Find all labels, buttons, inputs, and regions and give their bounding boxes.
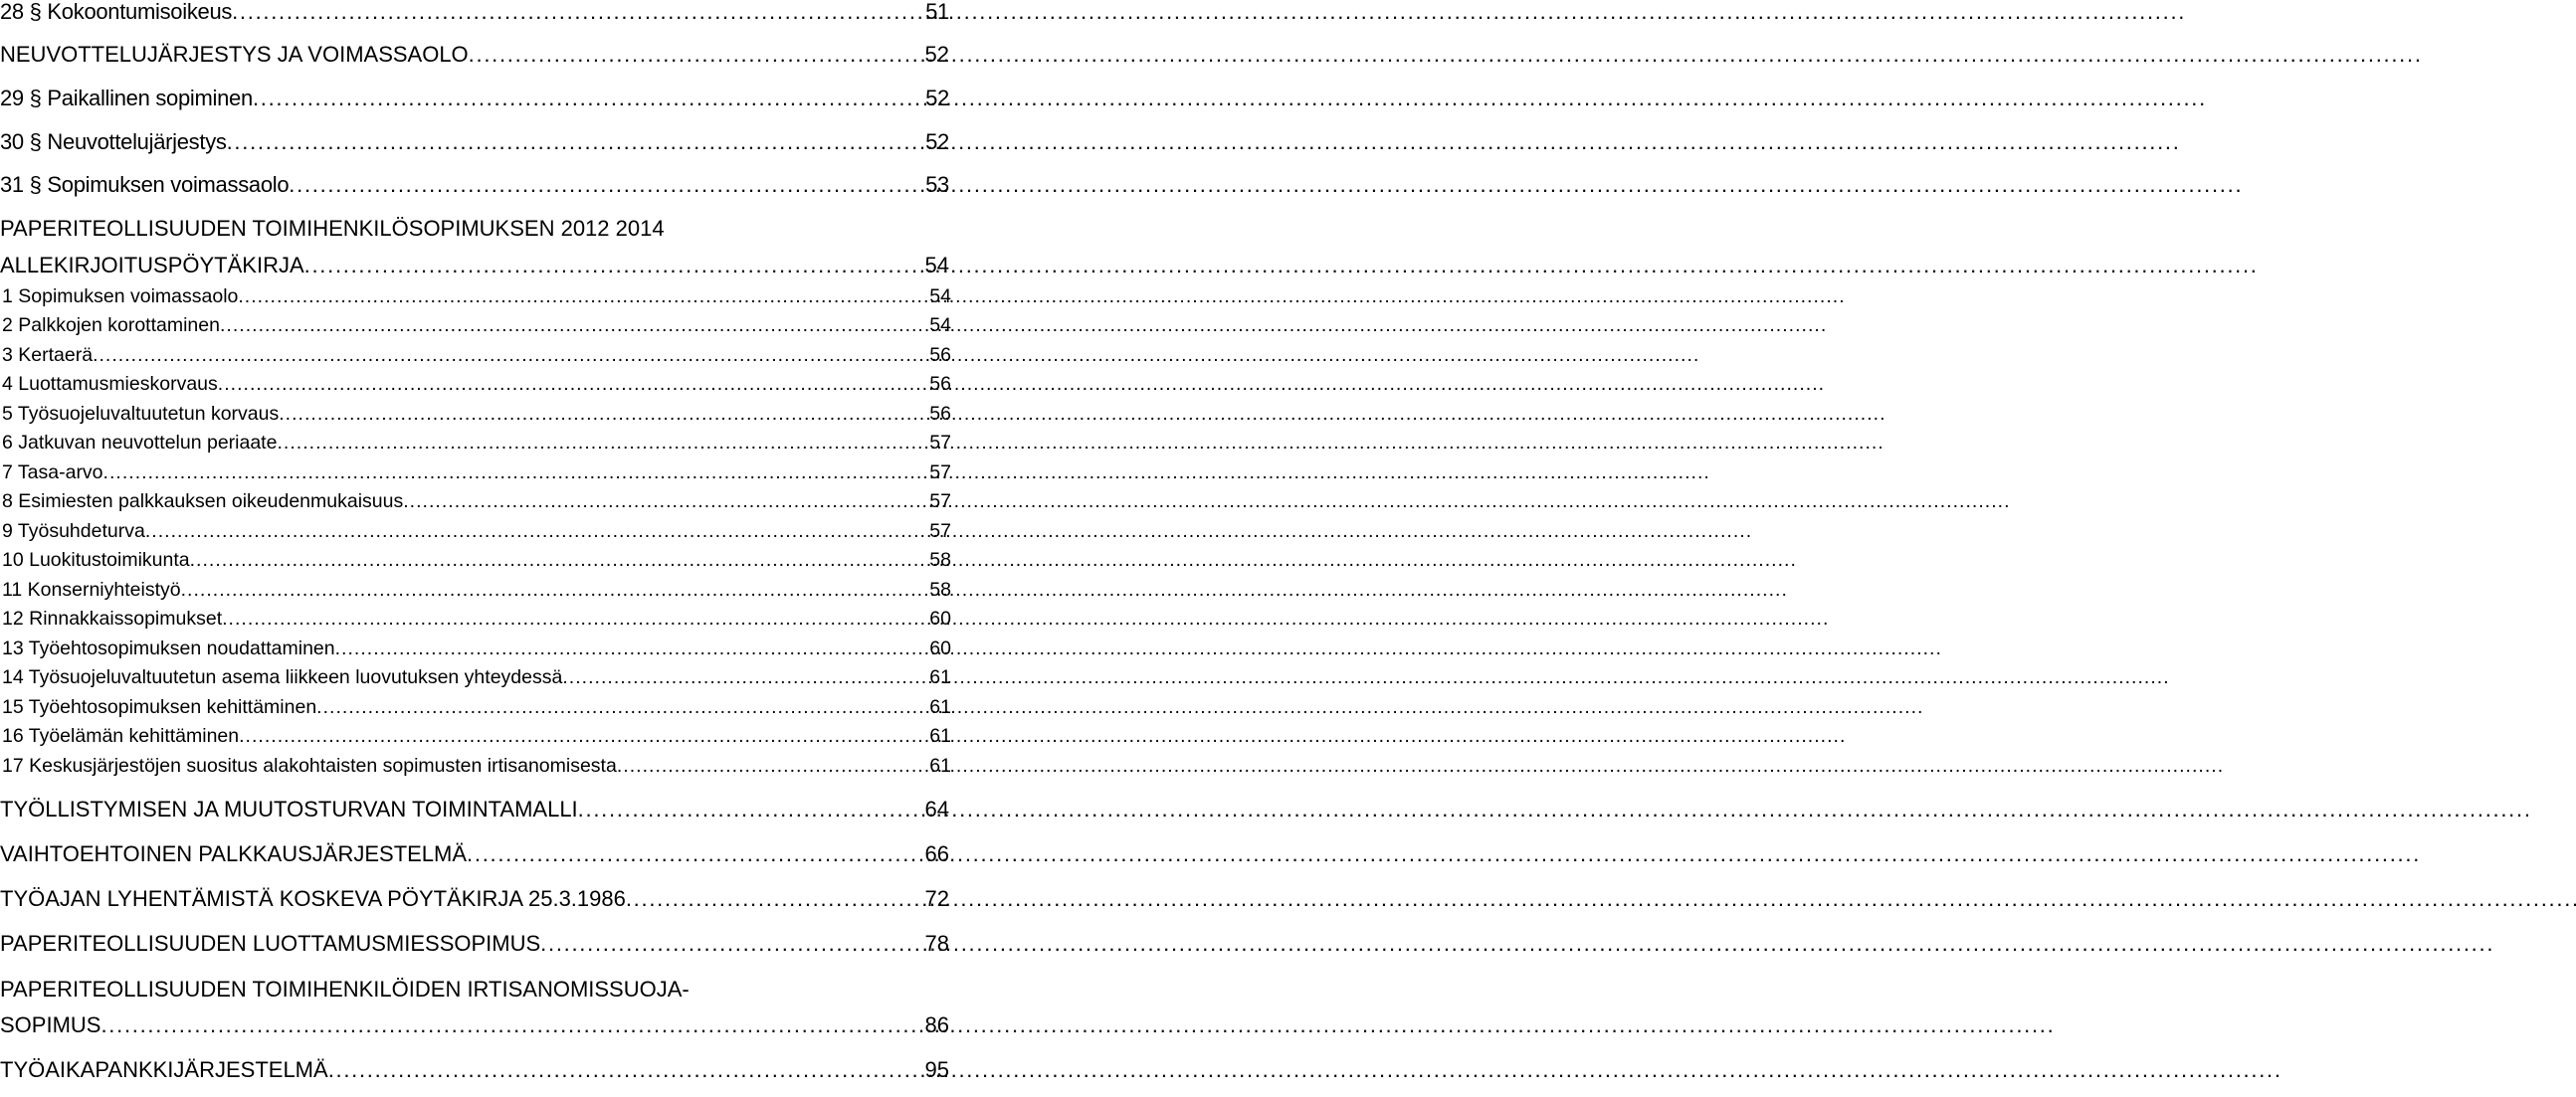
toc-entry-label: ALLEKIRJOITUSPÖYTÄKIRJA: [0, 253, 304, 277]
toc-entry-allekirjoituspoytakirja[interactable]: [0, 255, 949, 276]
toc-entry-page: 66: [924, 841, 949, 866]
toc-entry-label: VAIHTOEHTOINEN PALKKAUSJÄRJESTELMÄ: [0, 841, 468, 866]
toc-entry-label: NEUVOTTELUJÄRJESTYS JA VOIMASSAOLO: [0, 42, 469, 67]
toc-entry-sub-12[interactable]: [0, 610, 951, 630]
toc-entry-sub-5[interactable]: [0, 405, 951, 425]
dot-leader: [562, 668, 925, 688]
dot-leader: [100, 1014, 920, 1036]
toc-entry-sub-16[interactable]: [0, 727, 951, 747]
toc-entry-page: 54: [929, 285, 951, 307]
toc-entry-page: 61: [929, 755, 951, 777]
toc-entry-label: 12 Rinnakkaissopimukset: [2, 608, 223, 630]
dot-leader: [328, 1059, 921, 1081]
toc-entry-label: TYÖAJAN LYHENTÄMISTÄ KOSKEVA PÖYTÄKIRJA 25.3.1986: [0, 886, 626, 911]
toc-entry-page: 57: [929, 490, 951, 512]
toc-entry-sub-7[interactable]: [0, 463, 951, 483]
toc-entry-page: 54: [929, 314, 951, 336]
toc-entry-label: 16 Työelämän kehittäminen: [2, 725, 240, 747]
toc-entry-page: 60: [929, 608, 951, 630]
dot-leader: [238, 287, 925, 307]
dot-leader: [222, 610, 925, 630]
toc-heading-line-1: PAPERITEOLLISUUDEN TOIMIHENKILÖSOPIMUKSEN 2012 2014: [0, 216, 665, 241]
toc-entry-label: 2 Palkkojen korottaminen: [2, 314, 220, 336]
toc-entry-label: 1 Sopimuksen voimassaolo: [2, 285, 239, 307]
toc-entry-label: 30 § Neuvottelujärjestys: [0, 129, 227, 154]
toc-entry-sub-1[interactable]: [0, 287, 951, 307]
dot-leader: [190, 551, 926, 571]
toc-entry-page: 58: [929, 579, 951, 601]
dot-leader: [218, 375, 926, 395]
toc-entry-page: 57: [929, 520, 951, 542]
dot-leader: [467, 843, 920, 865]
toc-entry-sub-8[interactable]: [0, 492, 951, 512]
toc-entry-page: 52: [925, 86, 949, 110]
toc-entry-30[interactable]: [0, 131, 949, 153]
toc-entry-label: 8 Esimiesten palkkauksen oikeudenmukaisuus: [2, 490, 404, 512]
table-of-contents: [0, 0, 955, 1097]
toc-entry-page: 52: [924, 42, 949, 67]
toc-entry-label: 9 Työsuhdeturva: [2, 520, 145, 542]
toc-entry-label: 15 Työehtosopimuksen kehittäminen: [2, 696, 317, 718]
dot-leader: [289, 174, 921, 196]
toc-entry-sub-17[interactable]: [0, 757, 951, 777]
toc-entry-label: 13 Työehtosopimuksen noudattaminen: [2, 638, 335, 659]
toc-entry-page: 58: [929, 549, 951, 571]
dot-leader: [253, 88, 921, 109]
toc-entry-page: 51: [925, 0, 949, 24]
dot-leader: [304, 255, 921, 276]
toc-entry-sub-13[interactable]: [0, 640, 951, 659]
dot-leader: [578, 799, 921, 821]
dot-leader: [227, 131, 922, 153]
toc-entry-label: 28 § Kokoontumisoikeus: [0, 0, 233, 24]
toc-entry-tyoajan-lyhentamista[interactable]: [0, 888, 949, 910]
toc-entry-label: 31 § Sopimuksen voimassaolo: [0, 172, 290, 197]
toc-entry-label: 7 Tasa-arvo: [2, 461, 103, 483]
dot-leader: [220, 316, 925, 336]
toc-entry-page: 61: [929, 696, 951, 718]
dot-leader: [540, 933, 920, 955]
dot-leader: [626, 888, 921, 910]
toc-entry-page: 52: [925, 129, 949, 154]
toc-entry-label: 29 § Paikallinen sopiminen: [0, 86, 253, 110]
toc-entry-label: SOPIMUS: [0, 1012, 101, 1037]
toc-entry-label: 4 Luottamusmieskorvaus: [2, 373, 218, 395]
toc-entry-sub-9[interactable]: [0, 522, 951, 542]
toc-entry-sub-4[interactable]: [0, 375, 951, 395]
toc-entry-label: TYÖLLISTYMISEN JA MUUTOSTURVAN TOIMINTAMALLI: [0, 797, 578, 822]
toc-entry-label: PAPERITEOLLISUUDEN LUOTTAMUSMIESSOPIMUS: [0, 931, 541, 956]
toc-entry-sub-3[interactable]: [0, 346, 951, 366]
toc-entry-luottamusmiessopimus[interactable]: [0, 933, 949, 955]
toc-entry-label: 3 Kertaerä: [2, 344, 94, 366]
toc-entry-page: 57: [929, 432, 951, 454]
toc-entry-label: 11 Konserniyhteistyö: [2, 579, 181, 601]
dot-leader: [403, 492, 925, 512]
dot-leader: [239, 727, 925, 747]
toc-entry-page: 56: [929, 344, 951, 366]
dot-leader: [277, 434, 925, 454]
dot-leader: [181, 581, 926, 601]
toc-entry-sub-11[interactable]: [0, 581, 951, 601]
toc-entry-label: 6 Jatkuvan neuvottelun periaate: [2, 432, 278, 454]
toc-entry-page: 54: [924, 253, 949, 277]
toc-entry-page: 56: [929, 373, 951, 395]
toc-entry-label: 14 Työsuojeluvaltuutetun asema liikkeen luovutuksen yhteydessä: [2, 666, 563, 688]
toc-entry-sub-10[interactable]: [0, 551, 951, 571]
toc-entry-page: 64: [924, 797, 949, 822]
toc-entry-page: 95: [924, 1057, 949, 1082]
toc-entry-page: 61: [929, 725, 951, 747]
toc-heading-irtisanomissuoja-line-1: PAPERITEOLLISUUDEN TOIMIHENKILÖIDEN IRTISANOMISSUOJA-: [0, 977, 690, 1002]
toc-entry-28[interactable]: [0, 1, 949, 23]
toc-entry-page: 53: [925, 172, 949, 197]
toc-entry-label: 17 Keskusjärjestöjen suositus alakohtaisten sopimusten irtisanomisesta: [2, 755, 617, 777]
toc-entry-sub-15[interactable]: [0, 698, 951, 718]
dot-leader: [279, 405, 925, 425]
toc-entry-label: TYÖAIKAPANKKIJÄRJESTELMÄ: [0, 1057, 328, 1082]
dot-leader: [145, 522, 925, 542]
toc-entry-tyollistymisen[interactable]: [0, 799, 949, 821]
toc-entry-page: 86: [924, 1012, 949, 1037]
dot-leader: [469, 44, 921, 66]
toc-entry-label: 5 Työsuojeluvaltuutetun korvaus: [2, 403, 280, 425]
dot-leader: [335, 640, 926, 659]
toc-entry-page: 78: [924, 931, 949, 956]
toc-entry-page: 56: [929, 403, 951, 425]
toc-entry-31[interactable]: [0, 174, 949, 196]
dot-leader: [103, 463, 926, 483]
dot-leader: [316, 698, 925, 718]
toc-entry-vaihtoehtoinen[interactable]: [0, 843, 949, 865]
toc-entry-page: 72: [924, 886, 949, 911]
dot-leader: [617, 757, 925, 777]
toc-entry-sopimus[interactable]: [0, 1014, 949, 1036]
toc-entry-page: 60: [929, 638, 951, 659]
dot-leader: [93, 346, 925, 366]
toc-entry-label: 10 Luokitustoimikunta: [2, 549, 190, 571]
toc-entry-29[interactable]: [0, 88, 949, 109]
toc-entry-tyoaikapankki[interactable]: [0, 1059, 949, 1081]
toc-entry-page: 57: [929, 461, 951, 483]
toc-entry-sub-2[interactable]: [0, 316, 951, 336]
dot-leader: [232, 1, 921, 23]
toc-entry-sub-6[interactable]: [0, 434, 951, 454]
toc-entry-sub-14[interactable]: [0, 668, 951, 688]
toc-entry-page: 61: [929, 666, 951, 688]
toc-entry-neuvottelujarjestys-heading[interactable]: [0, 44, 949, 66]
